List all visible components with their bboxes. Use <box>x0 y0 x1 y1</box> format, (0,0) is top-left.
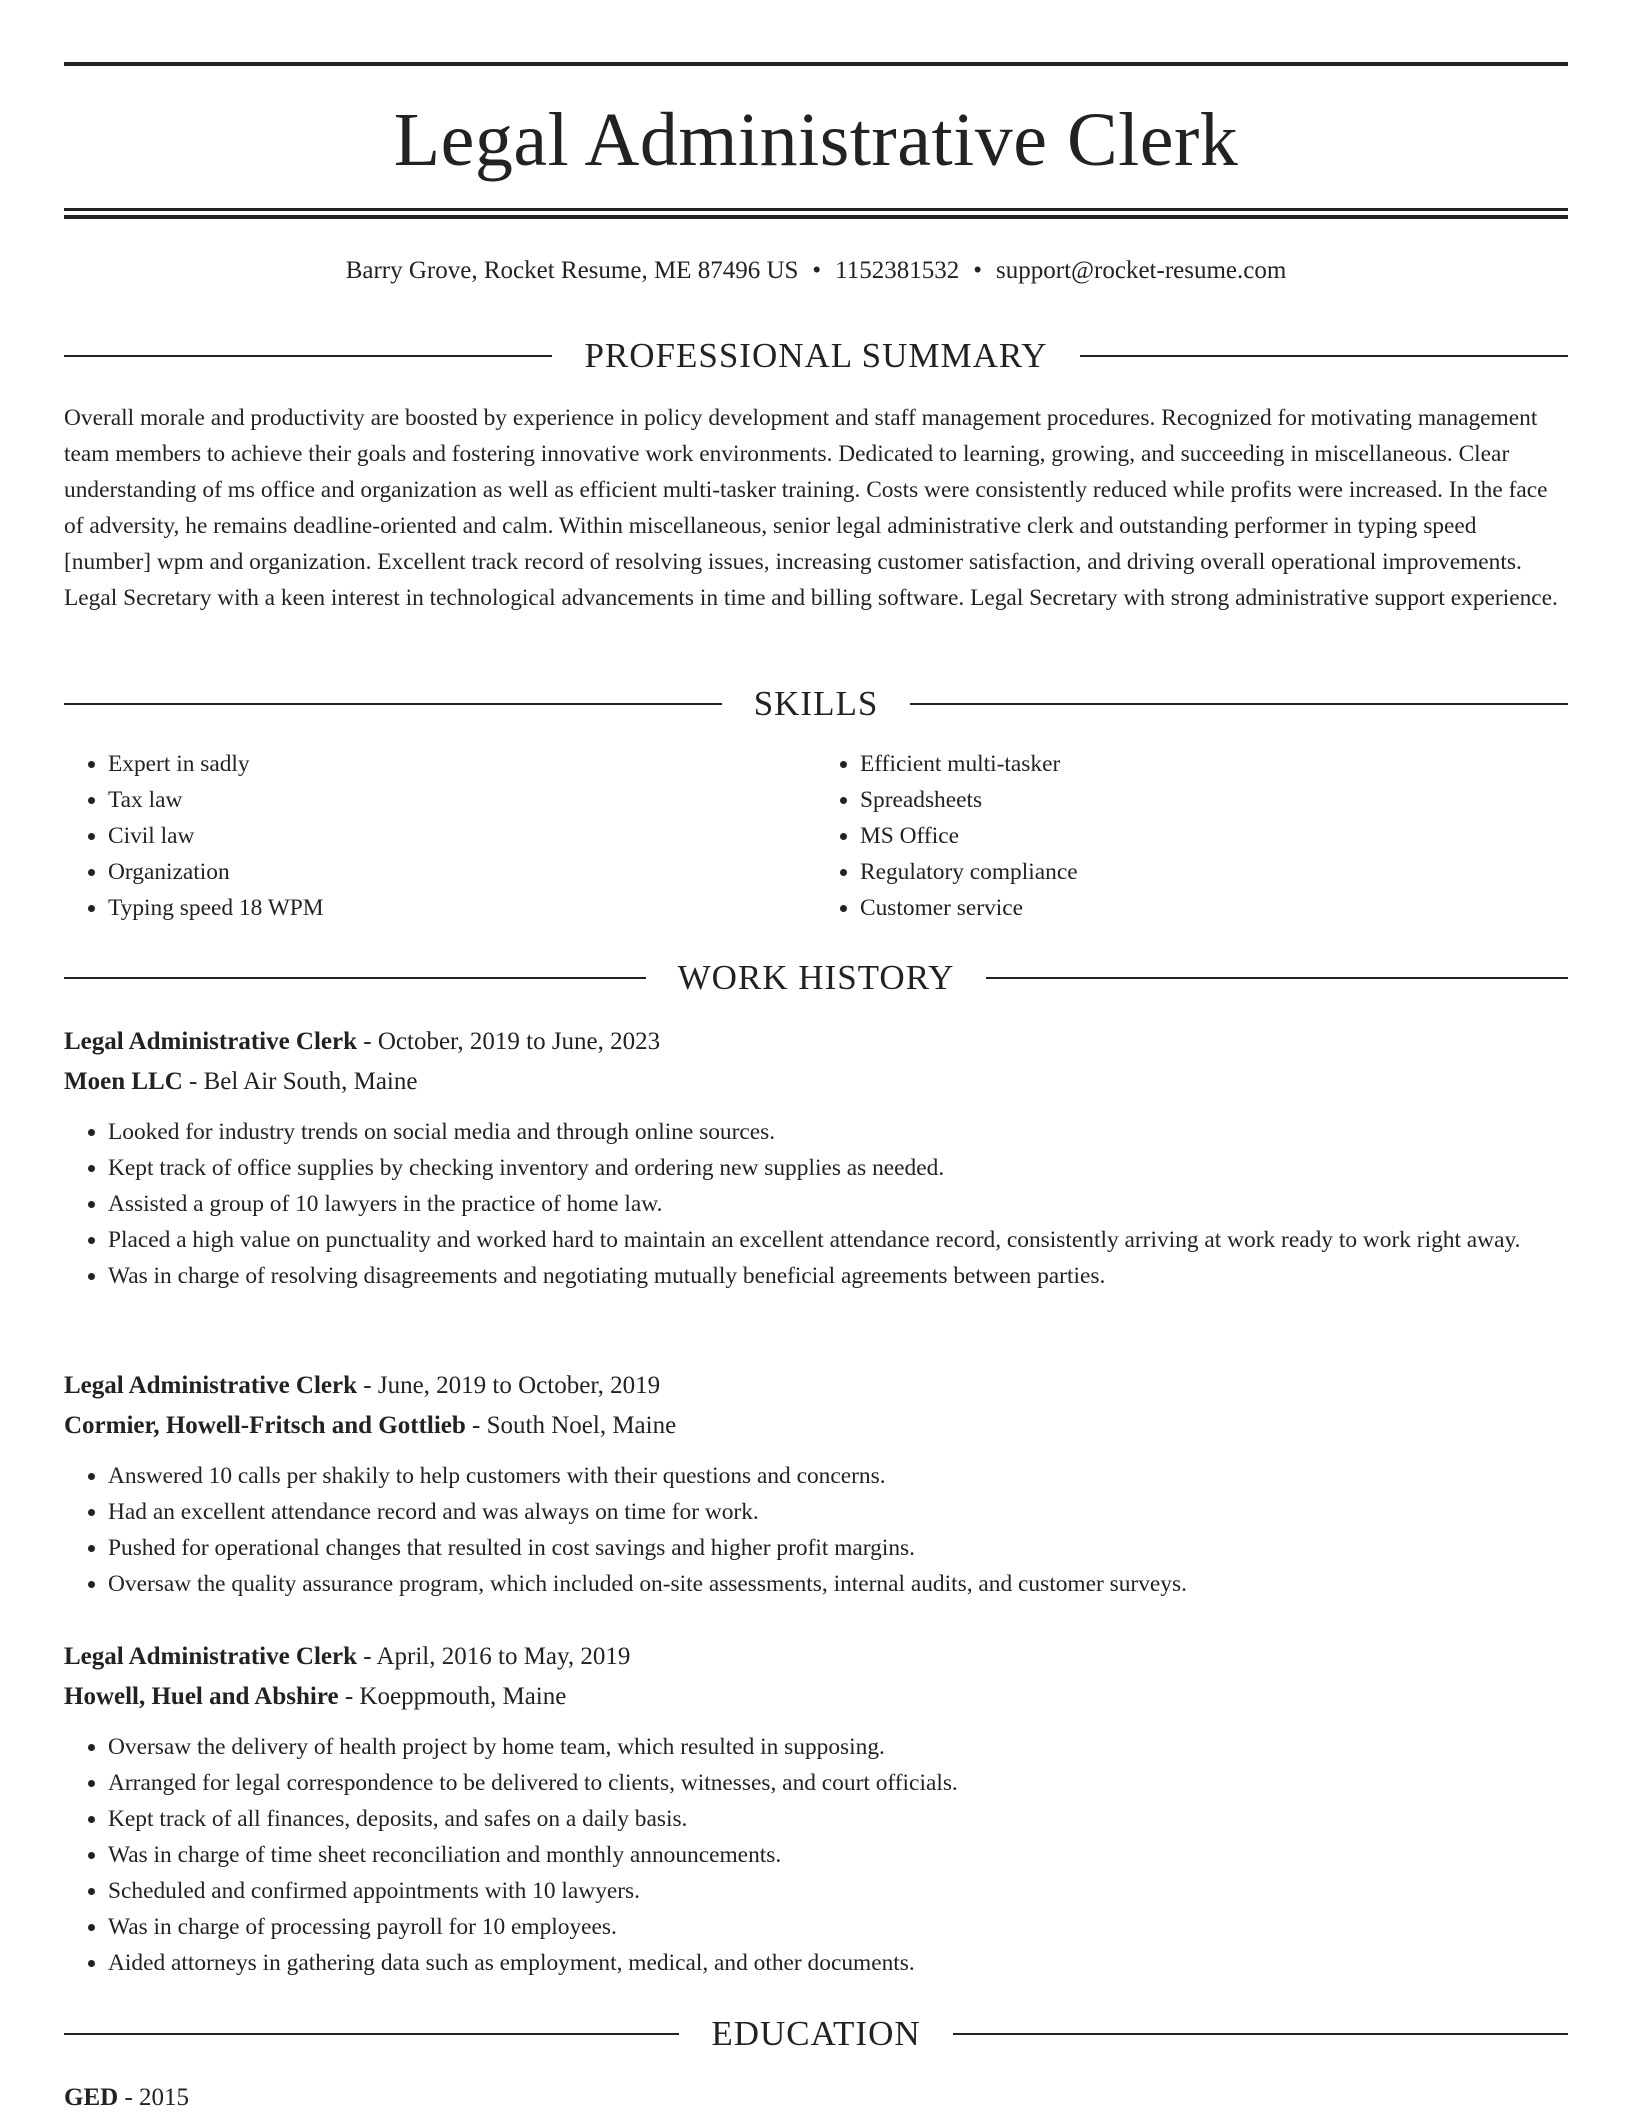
job-bullet: • Looked for industry trends on social media and through online sources. <box>108 1114 1568 1150</box>
contact-line <box>64 254 1568 288</box>
job-location: - Koeppmouth, Maine <box>338 1683 567 1710</box>
skill-item: • Efficient multi-tasker <box>860 746 1568 782</box>
contact-separator: • <box>973 257 983 284</box>
job-title: Legal Administrative Clerk <box>64 1372 358 1399</box>
section-heading-summary <box>64 336 1568 376</box>
top-rule <box>64 62 1568 66</box>
heading-rule-left <box>64 2033 679 2035</box>
skill-item: • MS Office <box>860 818 1568 854</box>
heading-rule-right <box>953 2033 1568 2035</box>
job-bullets <box>64 1729 1568 1981</box>
contact-separator: • <box>812 257 822 284</box>
job-entry <box>64 1022 1568 1294</box>
job-bullet: • Kept track of office supplies by checking inventory and ordering new supplies as needed. <box>108 1150 1568 1186</box>
skill-item: • Typing speed 18 WPM <box>108 890 816 926</box>
job-location: - South Noel, Maine <box>465 1412 677 1439</box>
job-company-line <box>64 1406 1568 1446</box>
heading-rule-right <box>1080 355 1568 357</box>
skill-item: • Civil law <box>108 818 816 854</box>
job-bullet: • Aided attorneys in gathering data such as employment, medical, and other documents. <box>108 1945 1568 1981</box>
job-dates: - April, 2016 to May, 2019 <box>357 1643 631 1670</box>
heading-rule-right <box>910 703 1568 705</box>
skill-item: • Regulatory compliance <box>860 854 1568 890</box>
skills-column-right <box>816 746 1568 926</box>
section-heading-label: SKILLS <box>753 684 879 723</box>
job-bullet: • Pushed for operational changes that resulted in cost savings and higher profit margins. <box>108 1530 1568 1566</box>
job-bullet: • Kept track of all finances, deposits, and safes on a daily basis. <box>108 1801 1568 1837</box>
job-bullet: • Assisted a group of 10 lawyers in the practice of home law. <box>108 1186 1568 1222</box>
job-bullet: • Scheduled and confirmed appointments with 10 lawyers. <box>108 1873 1568 1909</box>
job-title: Legal Administrative Clerk <box>64 1643 358 1670</box>
contact-address: Barry Grove, Rocket Resume, ME 87496 US <box>345 257 799 284</box>
section-heading-label: EDUCATION <box>711 2014 921 2053</box>
section-heading-label: PROFESSIONAL SUMMARY <box>584 336 1048 375</box>
job-entry <box>64 1366 1568 1602</box>
job-company-line <box>64 1062 1568 1102</box>
job-location: - Bel Air South, Maine <box>182 1068 418 1095</box>
job-entry <box>64 1637 1568 1981</box>
job-bullet: • Arranged for legal correspondence to be delivered to clients, witnesses, and court officials. <box>108 1765 1568 1801</box>
job-company-line <box>64 1677 1568 1717</box>
job-bullet: • Was in charge of time sheet reconciliation and monthly announcements. <box>108 1837 1568 1873</box>
section-heading-work-history <box>64 958 1568 998</box>
job-title-line <box>64 1366 1568 1406</box>
job-bullet: • Was in charge of resolving disagreements and negotiating mutually beneficial agreements between parties. <box>108 1258 1568 1294</box>
skills-column-left <box>64 746 816 926</box>
job-dates: - June, 2019 to October, 2019 <box>357 1372 661 1399</box>
job-bullets <box>64 1458 1568 1602</box>
skill-item: • Expert in sadly <box>108 746 816 782</box>
skill-item: • Customer service <box>860 890 1568 926</box>
job-title-line <box>64 1637 1568 1677</box>
job-dates: - October, 2019 to June, 2023 <box>357 1028 661 1055</box>
job-title-line <box>64 1022 1568 1062</box>
job-company: Moen LLC <box>64 1068 183 1095</box>
heading-rule-left <box>64 703 722 705</box>
skills-list <box>64 746 1568 926</box>
contact-email: support@rocket-resume.com <box>996 257 1287 284</box>
heading-rule-right <box>986 977 1568 979</box>
education-entry <box>64 2080 1568 2116</box>
section-heading-skills <box>64 684 1568 724</box>
heading-rule-left <box>64 355 552 357</box>
skill-item: • Spreadsheets <box>860 782 1568 818</box>
section-heading-label: WORK HISTORY <box>677 958 955 997</box>
education-degree: GED <box>64 2084 119 2111</box>
professional-summary-text: Overall morale and productivity are boosted by experience in policy development and staff management procedures. Recognized for motivating management team members to achieve their goals and fostering innovative work environments. Dedicated to learning, growing, and succeeding in miscellaneous. Clear understanding of ms office and organization as well as efficient multi-tasker training. Costs were consistently reduced while profits were increased. In the face of adversity, he remains deadline-oriented and calm. Within miscellaneous, senior legal administrative clerk and outstanding performer in typing speed [number] wpm and organization. Excellent track record of resolving issues, increasing customer satisfaction, and driving overall operational improvements. Legal Secretary with a keen interest in technological advancements in time and billing software. Legal Secretary with strong administrative support experience. <box>64 405 1558 611</box>
section-heading-education <box>64 2014 1568 2054</box>
contact-phone: 1152381532 <box>835 257 960 284</box>
job-bullets <box>64 1114 1568 1294</box>
job-company: Cormier, Howell-Fritsch and Gottlieb <box>64 1412 466 1439</box>
title-double-rule <box>64 208 1568 219</box>
job-bullet: • Placed a high value on punctuality and worked hard to maintain an excellent attendance record, consistently arriving at work ready to work right away. <box>108 1222 1568 1258</box>
job-company: Howell, Huel and Abshire <box>64 1683 339 1710</box>
job-bullet: • Oversaw the quality assurance program, which included on-site assessments, internal audits, and customer surveys. <box>108 1566 1568 1602</box>
job-bullet: • Answered 10 calls per shakily to help customers with their questions and concerns. <box>108 1458 1568 1494</box>
job-bullet: • Had an excellent attendance record and was always on time for work. <box>108 1494 1568 1530</box>
resume-title: Legal Administrative Clerk <box>393 98 1239 182</box>
heading-rule-left <box>64 977 646 979</box>
education-year: - 2015 <box>118 2084 190 2111</box>
job-bullet: • Was in charge of processing payroll for 10 employees. <box>108 1909 1568 1945</box>
job-title: Legal Administrative Clerk <box>64 1028 358 1055</box>
job-bullet: • Oversaw the delivery of health project by home team, which resulted in supposing. <box>108 1729 1568 1765</box>
skill-item: • Organization <box>108 854 816 890</box>
skill-item: • Tax law <box>108 782 816 818</box>
